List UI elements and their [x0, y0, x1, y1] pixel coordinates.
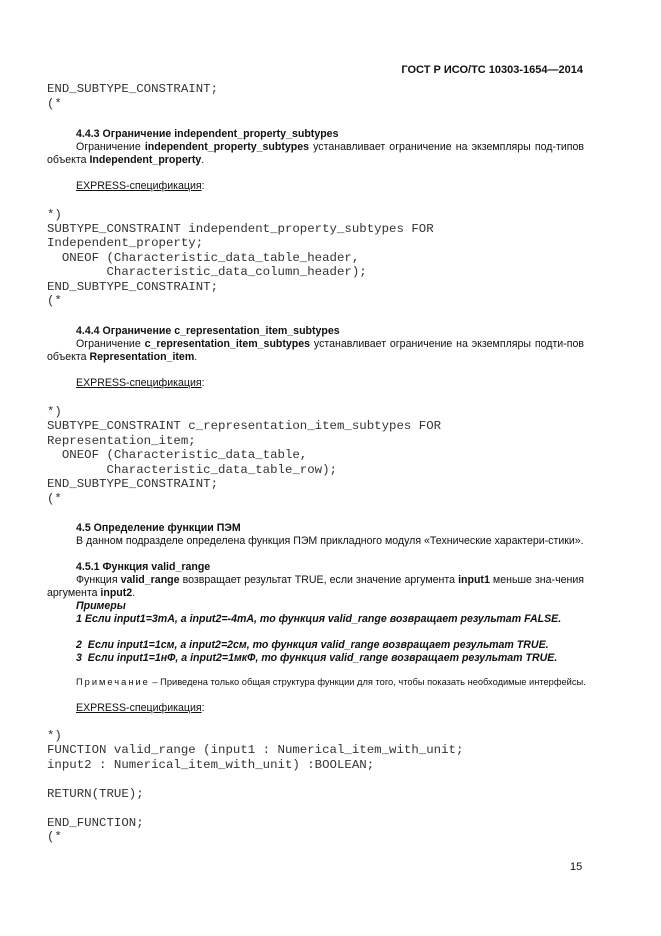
paragraph-4-4-4: Ограничение c_representation_item_subtypes устанавливает ограничение на экземпляры подти-пов объекта Representation_item. [47, 338, 585, 363]
express-spec-label: EXPRESS-спецификация: [76, 702, 205, 714]
example-item: 3 Если input1=1нФ, а input2=1мкФ, то функция valid_range возвращает результат TRUE. [76, 652, 558, 664]
code-line: FUNCTION valid_range (input1 : Numerical_item_with_unit; [47, 743, 464, 757]
code-line: (* [47, 97, 62, 111]
paragraph-4-5-1: Функция valid_range возвращает результат TRUE, если значение аргумента input1 меньше зна-чения аргумента input2. [47, 574, 584, 599]
section-heading-4-5-1: 4.5.1 Функция valid_range [76, 561, 211, 573]
code-line: *) [47, 729, 62, 743]
note: Примечание – Приведена только общая структура функции для того, чтобы показать необходимые интерфейсы. [76, 677, 586, 687]
code-line: END_SUBTYPE_CONSTRAINT; [47, 82, 219, 96]
express-spec-label: EXPRESS-спецификация: [76, 377, 205, 389]
code-line: ONEOF (Characteristic_data_table, [47, 448, 308, 462]
code-line: SUBTYPE_CONSTRAINT independent_property_subtypes FOR [47, 222, 434, 236]
section-heading-4-4-4: 4.4.4 Ограничение c_representation_item_subtypes [76, 325, 340, 337]
code-line: Independent_property; [47, 236, 204, 250]
paragraph-4-5: В данном подразделе определена функция ПЭМ прикладного модуля «Технические характери-стики». [76, 535, 584, 547]
code-line: input2 : Numerical_item_with_unit) :BOOLEAN; [47, 758, 375, 772]
code-line: END_SUBTYPE_CONSTRAINT; [47, 477, 219, 491]
standard-header: ГОСТ Р ИСО/ТС 10303-1654—2014 [401, 64, 583, 76]
code-line: Characteristic_data_column_header); [47, 265, 367, 279]
paragraph-4-4-3: Ограничение independent_property_subtypes устанавливает ограничение на экземпляры под-типов объекта Independent_property. [47, 141, 585, 166]
code-line: Characteristic_data_table_row); [47, 463, 337, 477]
code-line: (* [47, 830, 62, 844]
examples-title: Примеры [76, 600, 126, 612]
code-line: ONEOF (Characteristic_data_table_header, [47, 251, 360, 265]
code-line: RETURN(TRUE); [47, 787, 144, 801]
section-heading-4-5: 4.5 Определение функции ПЭМ [76, 522, 241, 534]
express-spec-label: EXPRESS-спецификация: [76, 180, 205, 192]
code-line: *) [47, 208, 62, 222]
code-line: Representation_item; [47, 434, 196, 448]
code-line: END_FUNCTION; [47, 816, 144, 830]
example-item: 2 Если input1=1см, а input2=2см, то функция valid_range возвращает результат TRUE. [76, 639, 549, 651]
code-line: END_SUBTYPE_CONSTRAINT; [47, 280, 219, 294]
section-heading-4-4-3: 4.4.3 Ограничение independent_property_subtypes [76, 128, 339, 140]
code-line: *) [47, 405, 62, 419]
code-line: SUBTYPE_CONSTRAINT c_representation_item_subtypes FOR [47, 419, 442, 433]
code-line: (* [47, 492, 62, 506]
code-line: (* [47, 294, 62, 308]
example-item: 1 Если input1=3mA, a input2=-4mA, то функция valid_range возвращает результат FALSE. [76, 613, 562, 625]
page-number: 15 [570, 861, 583, 873]
